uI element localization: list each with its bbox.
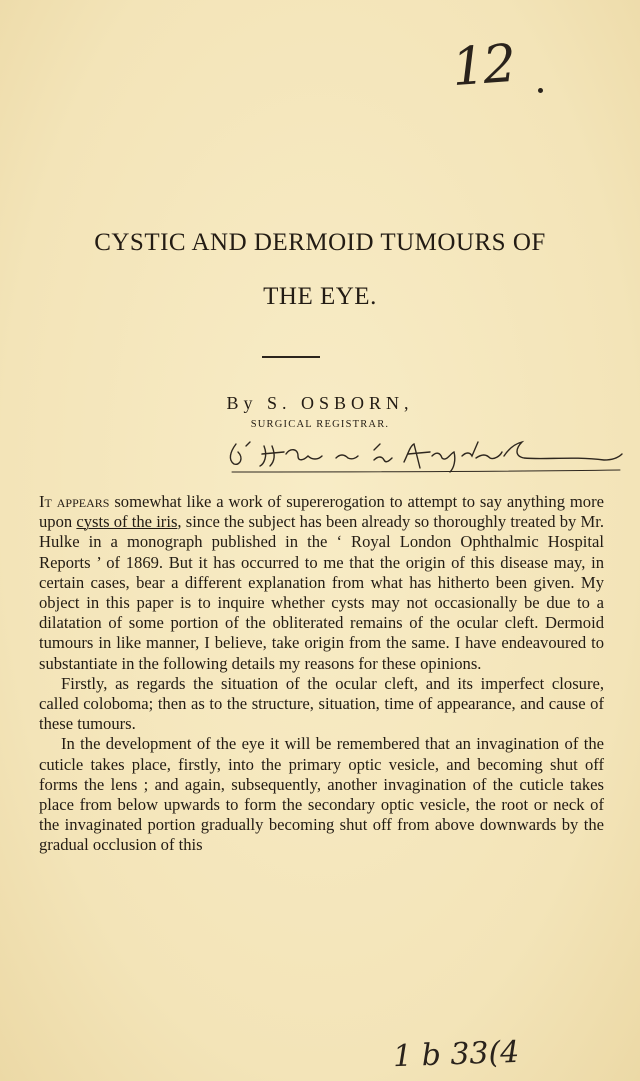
ink-dot xyxy=(538,88,543,93)
body-text xyxy=(39,492,604,856)
title-line-1: CYSTIC AND DERMOID TUMOURS OF xyxy=(94,229,546,256)
title-rule xyxy=(262,356,320,358)
handwritten-signature xyxy=(224,438,624,474)
paragraph-1-part-a: somewhat like a work of supererogation to attempt to say anything more upon xyxy=(39,492,604,532)
underlined-phrase: cysts of the iris xyxy=(76,512,178,532)
author-role: SURGICAL REGISTRAR. xyxy=(250,419,390,430)
handwritten-page-number: 12 xyxy=(449,33,517,99)
paragraph-opening-words: It appears xyxy=(39,492,110,511)
paragraph-2: Firstly, as regards the situation of the ocular cleft, and its imperfect closure, called coloboma; then as to the structure, situation, time of appearance, and cause of these tumours. xyxy=(39,673,604,734)
paragraph-1 xyxy=(39,492,604,674)
author-line: By S. OSBORN, xyxy=(226,393,414,413)
handwritten-shelfmark: 1 b 33(4 xyxy=(392,1034,520,1075)
title-line-2: THE EYE. xyxy=(263,283,377,310)
paragraph-1-part-b: , since the subject has been already so thoroughly treated by Mr. Hulke in a monograph published in the ‘ Royal London Ophthalmic Hospital Reports ’ of 1869. But it has occurred to me that the origin of this disease may, in certain cases, bear a different explanation from what has hitherto been given. My object in this paper is to inquire whether cysts may not occasionally be due to a dilatation of some portion of the obliterated remains of the ocular cleft. Dermoid tumours in like manner, I believe, take origin from the same. I have endeavoured to substantiate in the following details my reasons for these opinions. xyxy=(39,512,604,673)
paragraph-3: In the development of the eye it will be remembered that an invagination of the cuticle takes place, firstly, into the primary optic vesicle, and becoming shut off forms the lens ; and again, subsequently, another invagination of the cuticle takes place from below upwards to form the secondary optic vesicle, the root or neck of the invaginated portion gradually becoming shut off from above downwards by the gradual occlusion of this xyxy=(39,734,604,855)
